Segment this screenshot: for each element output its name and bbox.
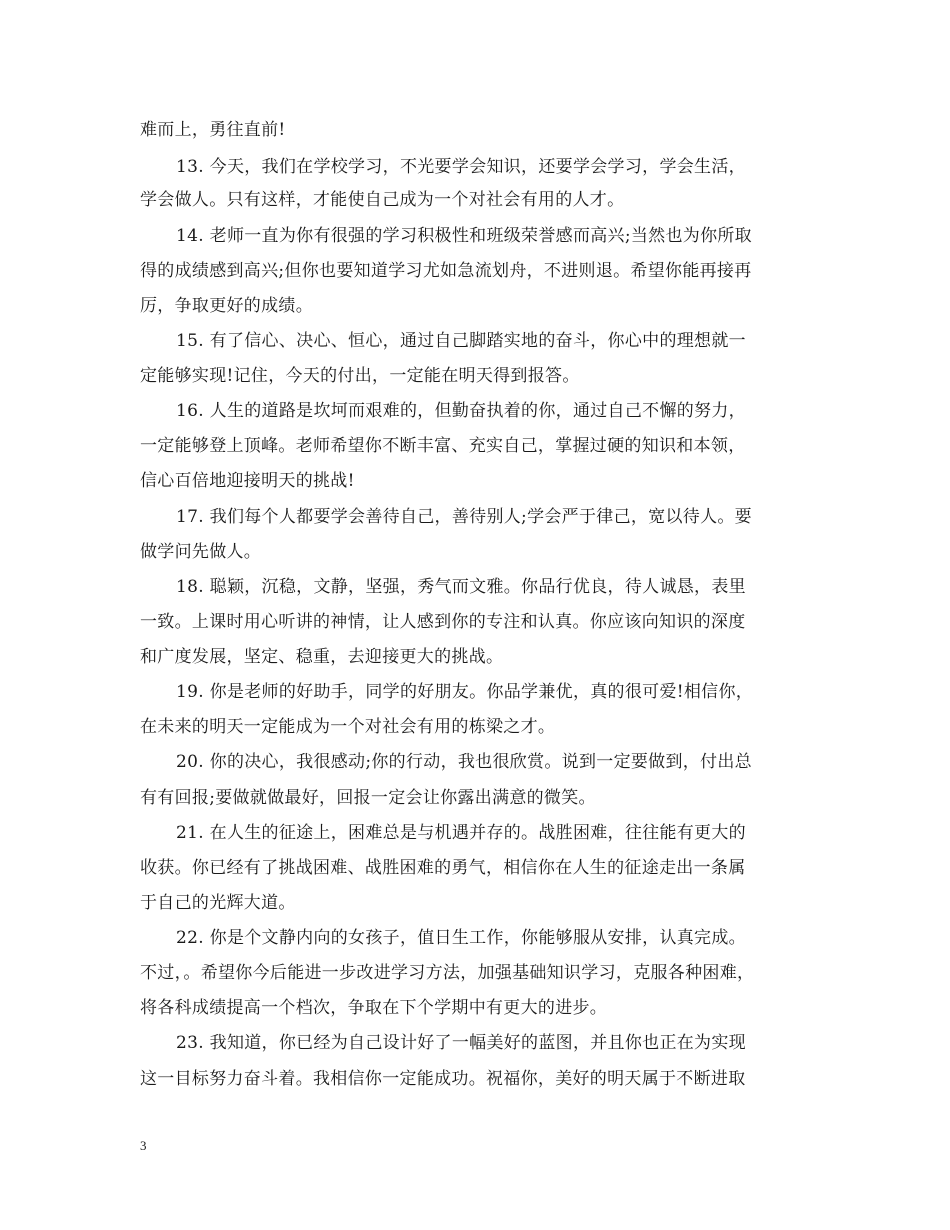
text-line: 23. 我知道，你已经为自己设计好了一幅美好的蓝图，并且你也正在为实现 xyxy=(176,1033,746,1053)
text-line: 将各科成绩提高一个档次，争取在下个学期中有更大的进步。 xyxy=(140,998,608,1018)
text-line: 做学问先做人。 xyxy=(140,542,262,562)
text-line: 收获。你已经有了挑战困难、战胜困难的勇气，相信你在人生的征途走出一条属 xyxy=(140,858,746,878)
text-line: 19. 你是老师的好助手，同学的好朋友。你品学兼优，真的很可爱!相信你， xyxy=(176,682,754,702)
text-line: 这一目标努力奋斗着。我相信你一定能成功。祝福你，美好的明天属于不断进取 xyxy=(140,1069,746,1089)
text-line: 14. 老师一直为你有很强的学习积极性和班级荣誉感而高兴;当然也为你所取 xyxy=(176,226,752,246)
text-line: 21. 在人生的征途上，困难总是与机遇并存的。战胜困难，往往能有更大的 xyxy=(176,823,746,843)
text-line: 于自己的光辉大道。 xyxy=(140,893,296,913)
text-line: 13. 今天，我们在学校学习，不光要学会知识，还要学会学习，学会生活， xyxy=(176,157,746,177)
text-line: 不过，。希望你今后能进一步改进学习方法，加强基础知识学习，克服各种困难， xyxy=(140,963,755,983)
text-line: 一定能够登上顶峰。老师希望你不断丰富、充实自己，掌握过硬的知识和本领， xyxy=(140,436,746,456)
text-line: 得的成绩感到高兴;但你也要知道学习尤如急流划舟，不进则退。希望你能再接再 xyxy=(140,261,752,281)
text-line: 16. 人生的道路是坎坷而艰难的，但勤奋执着的你，通过自己不懈的努力， xyxy=(176,401,746,421)
text-line: 定能够实现!记住，今天的付出，一定能在明天得到报答。 xyxy=(140,366,580,386)
text-line: 有有回报;要做就做最好，回报一定会让你露出满意的微笑。 xyxy=(140,788,596,808)
text-line: 17. 我们每个人都要学会善待自己，善待别人;学会严于律己，宽以待人。要 xyxy=(176,507,752,527)
text-line: 22. 你是个文静内向的女孩子，值日生工作，你能够服从安排，认真完成。 xyxy=(176,928,746,948)
text-line: 厉，争取更好的成绩。 xyxy=(140,296,313,316)
text-line: 20. 你的决心，我很感动;你的行动，我也很欣赏。说到一定要做到，付出总 xyxy=(176,752,752,772)
text-line: 15. 有了信心、决心、恒心，通过自己脚踏实地的奋斗，你心中的理想就一 xyxy=(176,331,746,351)
text-line: 一致。上课时用心听讲的神情，让人感到你的专注和认真。你应该向知识的深度 xyxy=(140,612,746,632)
text-line: 学会做人。只有这样，才能使自己成为一个对社会有用的人才。 xyxy=(140,190,625,210)
text-line: 18. 聪颖，沉稳，文静，坚强，秀气而文雅。你品行优良，待人诚恳，表里 xyxy=(176,577,746,597)
text-line: 和广度发展，坚定、稳重，去迎接更大的挑战。 xyxy=(140,647,504,667)
text-line: 在未来的明天一定能成为一个对社会有用的栋梁之才。 xyxy=(140,717,556,737)
text-line: 信心百倍地迎接明天的挑战! xyxy=(140,471,355,491)
text-line: 难而上，勇往直前! xyxy=(140,120,286,140)
page-number: 3 xyxy=(140,1138,147,1153)
